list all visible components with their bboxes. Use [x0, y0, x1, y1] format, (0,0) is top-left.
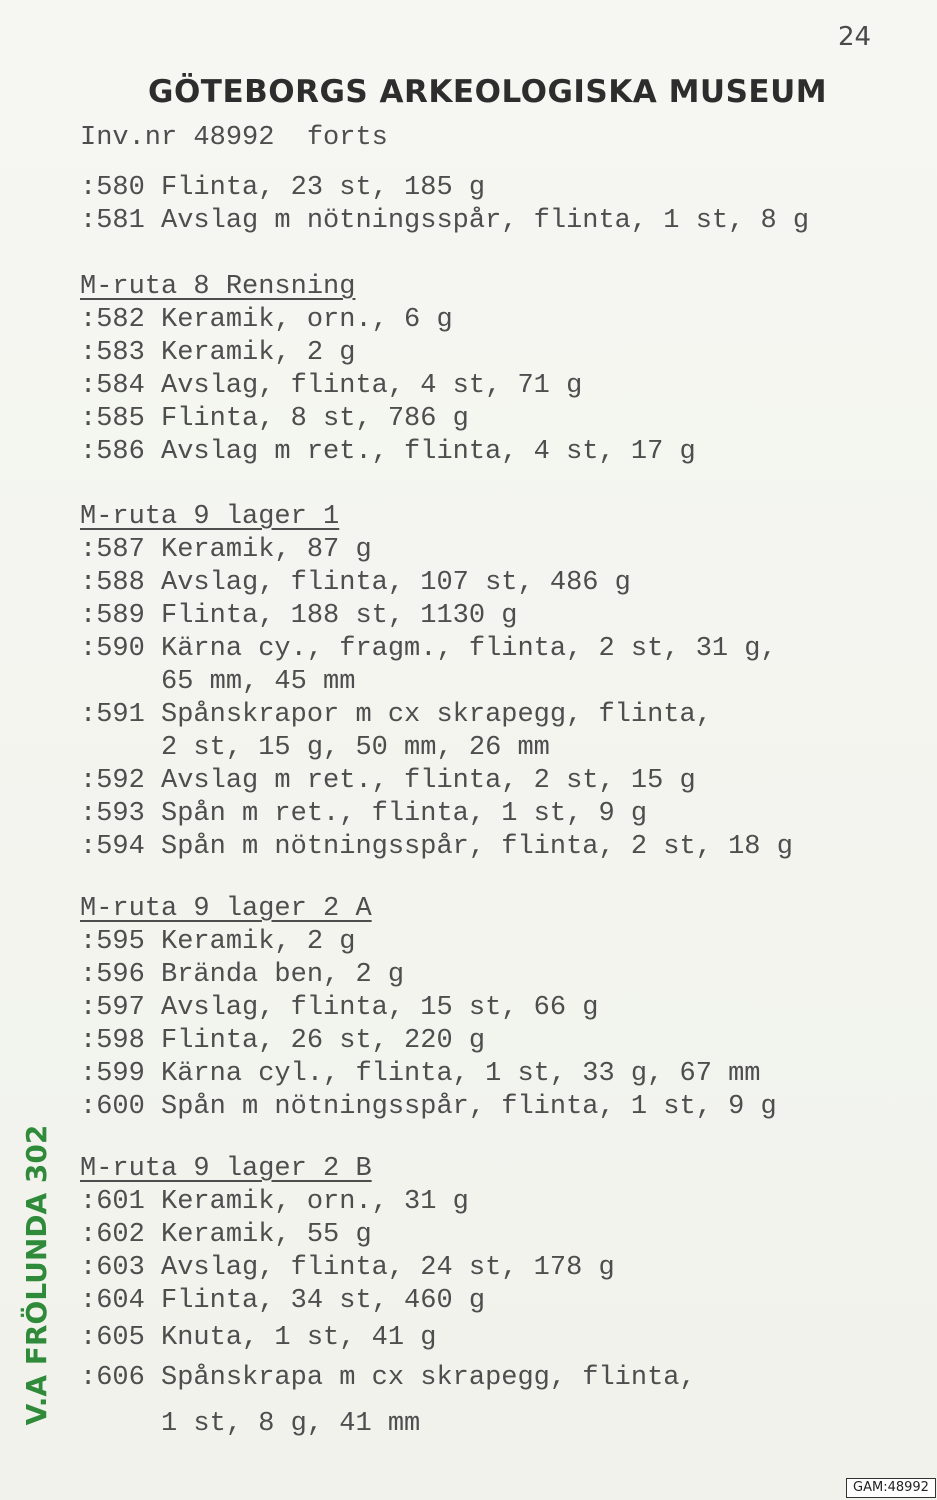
catalog-item: :587 Keramik, 87 g — [80, 535, 372, 565]
page-number: 24 — [838, 22, 872, 52]
catalog-item: :582 Keramik, orn., 6 g — [80, 305, 453, 335]
catalog-item: :589 Flinta, 188 st, 1130 g — [80, 601, 518, 631]
catalog-item: :597 Avslag, flinta, 15 st, 66 g — [80, 993, 599, 1023]
catalog-item: :595 Keramik, 2 g — [80, 927, 356, 957]
catalog-item-continuation: 1 st, 8 g, 41 mm — [80, 1409, 421, 1439]
section-heading: M-ruta 9 lager 1 — [80, 502, 340, 532]
catalog-item: :590 Kärna cy., fragm., flinta, 2 st, 31 g, — [80, 634, 777, 664]
catalog-item: :598 Flinta, 26 st, 220 g — [80, 1026, 486, 1056]
catalog-item: :600 Spån m nötningsspår, flinta, 1 st, 9 g — [80, 1092, 777, 1122]
catalog-item: :602 Keramik, 55 g — [80, 1220, 372, 1250]
museum-header: GÖTEBORGS ARKEOLOGISKA MUSEUM — [148, 74, 828, 110]
catalog-item: :580 Flinta, 23 st, 185 g — [80, 173, 486, 203]
catalog-item: :604 Flinta, 34 st, 460 g — [80, 1286, 486, 1316]
catalog-item: :593 Spån m ret., flinta, 1 st, 9 g — [80, 799, 648, 829]
inventory-number-line: Inv.nr 48992 forts — [80, 123, 388, 153]
catalog-item: :584 Avslag, flinta, 4 st, 71 g — [80, 371, 583, 401]
catalog-item: :585 Flinta, 8 st, 786 g — [80, 404, 469, 434]
section-heading: M-ruta 9 lager 2 A — [80, 894, 372, 924]
section-heading: M-ruta 9 lager 2 B — [80, 1154, 372, 1184]
catalog-item: :596 Brända ben, 2 g — [80, 960, 405, 990]
catalog-item: :586 Avslag m ret., flinta, 4 st, 17 g — [80, 437, 696, 467]
catalog-item-continuation: 2 st, 15 g, 50 mm, 26 mm — [80, 733, 550, 763]
catalog-item: :603 Avslag, flinta, 24 st, 178 g — [80, 1253, 615, 1283]
site-stamp-text: V.A FRÖLUNDA 302 — [20, 1124, 53, 1426]
catalog-item: :594 Spån m nötningsspår, flinta, 2 st, 18 g — [80, 832, 793, 862]
catalog-item: :601 Keramik, orn., 31 g — [80, 1187, 469, 1217]
archive-label: GAM:48992 — [846, 1478, 936, 1498]
catalog-item: :583 Keramik, 2 g — [80, 338, 356, 368]
catalog-item-continuation: 65 mm, 45 mm — [80, 667, 356, 697]
catalog-item: :599 Kärna cyl., flinta, 1 st, 33 g, 67 mm — [80, 1059, 761, 1089]
catalog-item: :591 Spånskrapor m cx skrapegg, flinta, — [80, 700, 712, 730]
catalog-item: :588 Avslag, flinta, 107 st, 486 g — [80, 568, 631, 598]
catalog-item: :605 Knuta, 1 st, 41 g — [80, 1323, 437, 1353]
catalog-item: :606 Spånskrapa m cx skrapegg, flinta, — [80, 1363, 696, 1393]
site-stamp — [16, 1090, 60, 1460]
catalog-item: :581 Avslag m nötningsspår, flinta, 1 st, 8 g — [80, 206, 810, 236]
catalog-item: :592 Avslag m ret., flinta, 2 st, 15 g — [80, 766, 696, 796]
section-heading: M-ruta 8 Rensning — [80, 272, 356, 302]
